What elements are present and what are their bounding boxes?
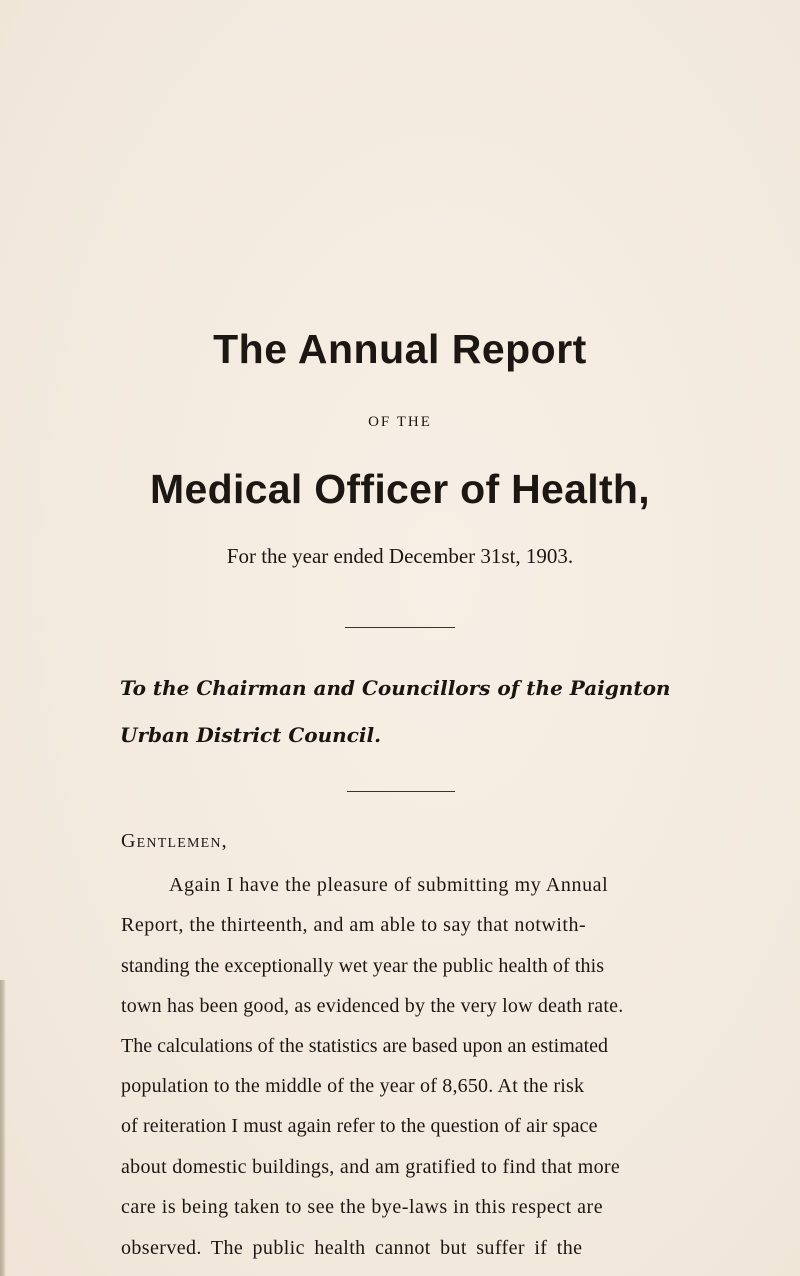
of-the-label: OF THE	[368, 414, 432, 430]
body-line: Report, the thirteenth, and am able to say that notwith-	[121, 914, 587, 936]
body-line: town has been good, as evidenced by the very low death rate.	[121, 995, 624, 1017]
divider-rule	[347, 791, 455, 792]
report-subtitle: Medical Officer of Health,	[150, 466, 650, 512]
body-line: observed. The public health cannot but suffer if the	[121, 1237, 583, 1259]
page-edge-shadow	[0, 980, 6, 1276]
body-line: about domestic buildings, and am gratified to find that more	[121, 1156, 621, 1178]
body-line: population to the middle of the year of 8,650. At the risk	[121, 1075, 585, 1097]
report-title: The Annual Report	[213, 326, 587, 372]
divider-rule	[345, 627, 455, 628]
report-year-line: For the year ended December 31st, 1903.	[226, 544, 574, 568]
body-line: standing the exceptionally wet year the public health of this	[121, 955, 605, 977]
address-line-1: To the Chairman and Councillors of the Paignton	[120, 676, 671, 700]
body-line: The calculations of the statistics are based upon an estimated	[121, 1035, 609, 1057]
body-line: Again I have the pleasure of submitting my Annual	[169, 874, 609, 896]
address-line-2: Urban District Council.	[120, 723, 382, 747]
body-line: care is being taken to see the bye-laws in this respect are	[121, 1196, 604, 1218]
salutation: Gentlemen,	[121, 830, 228, 852]
body-line: of reiteration I must again refer to the question of air space	[121, 1115, 598, 1137]
